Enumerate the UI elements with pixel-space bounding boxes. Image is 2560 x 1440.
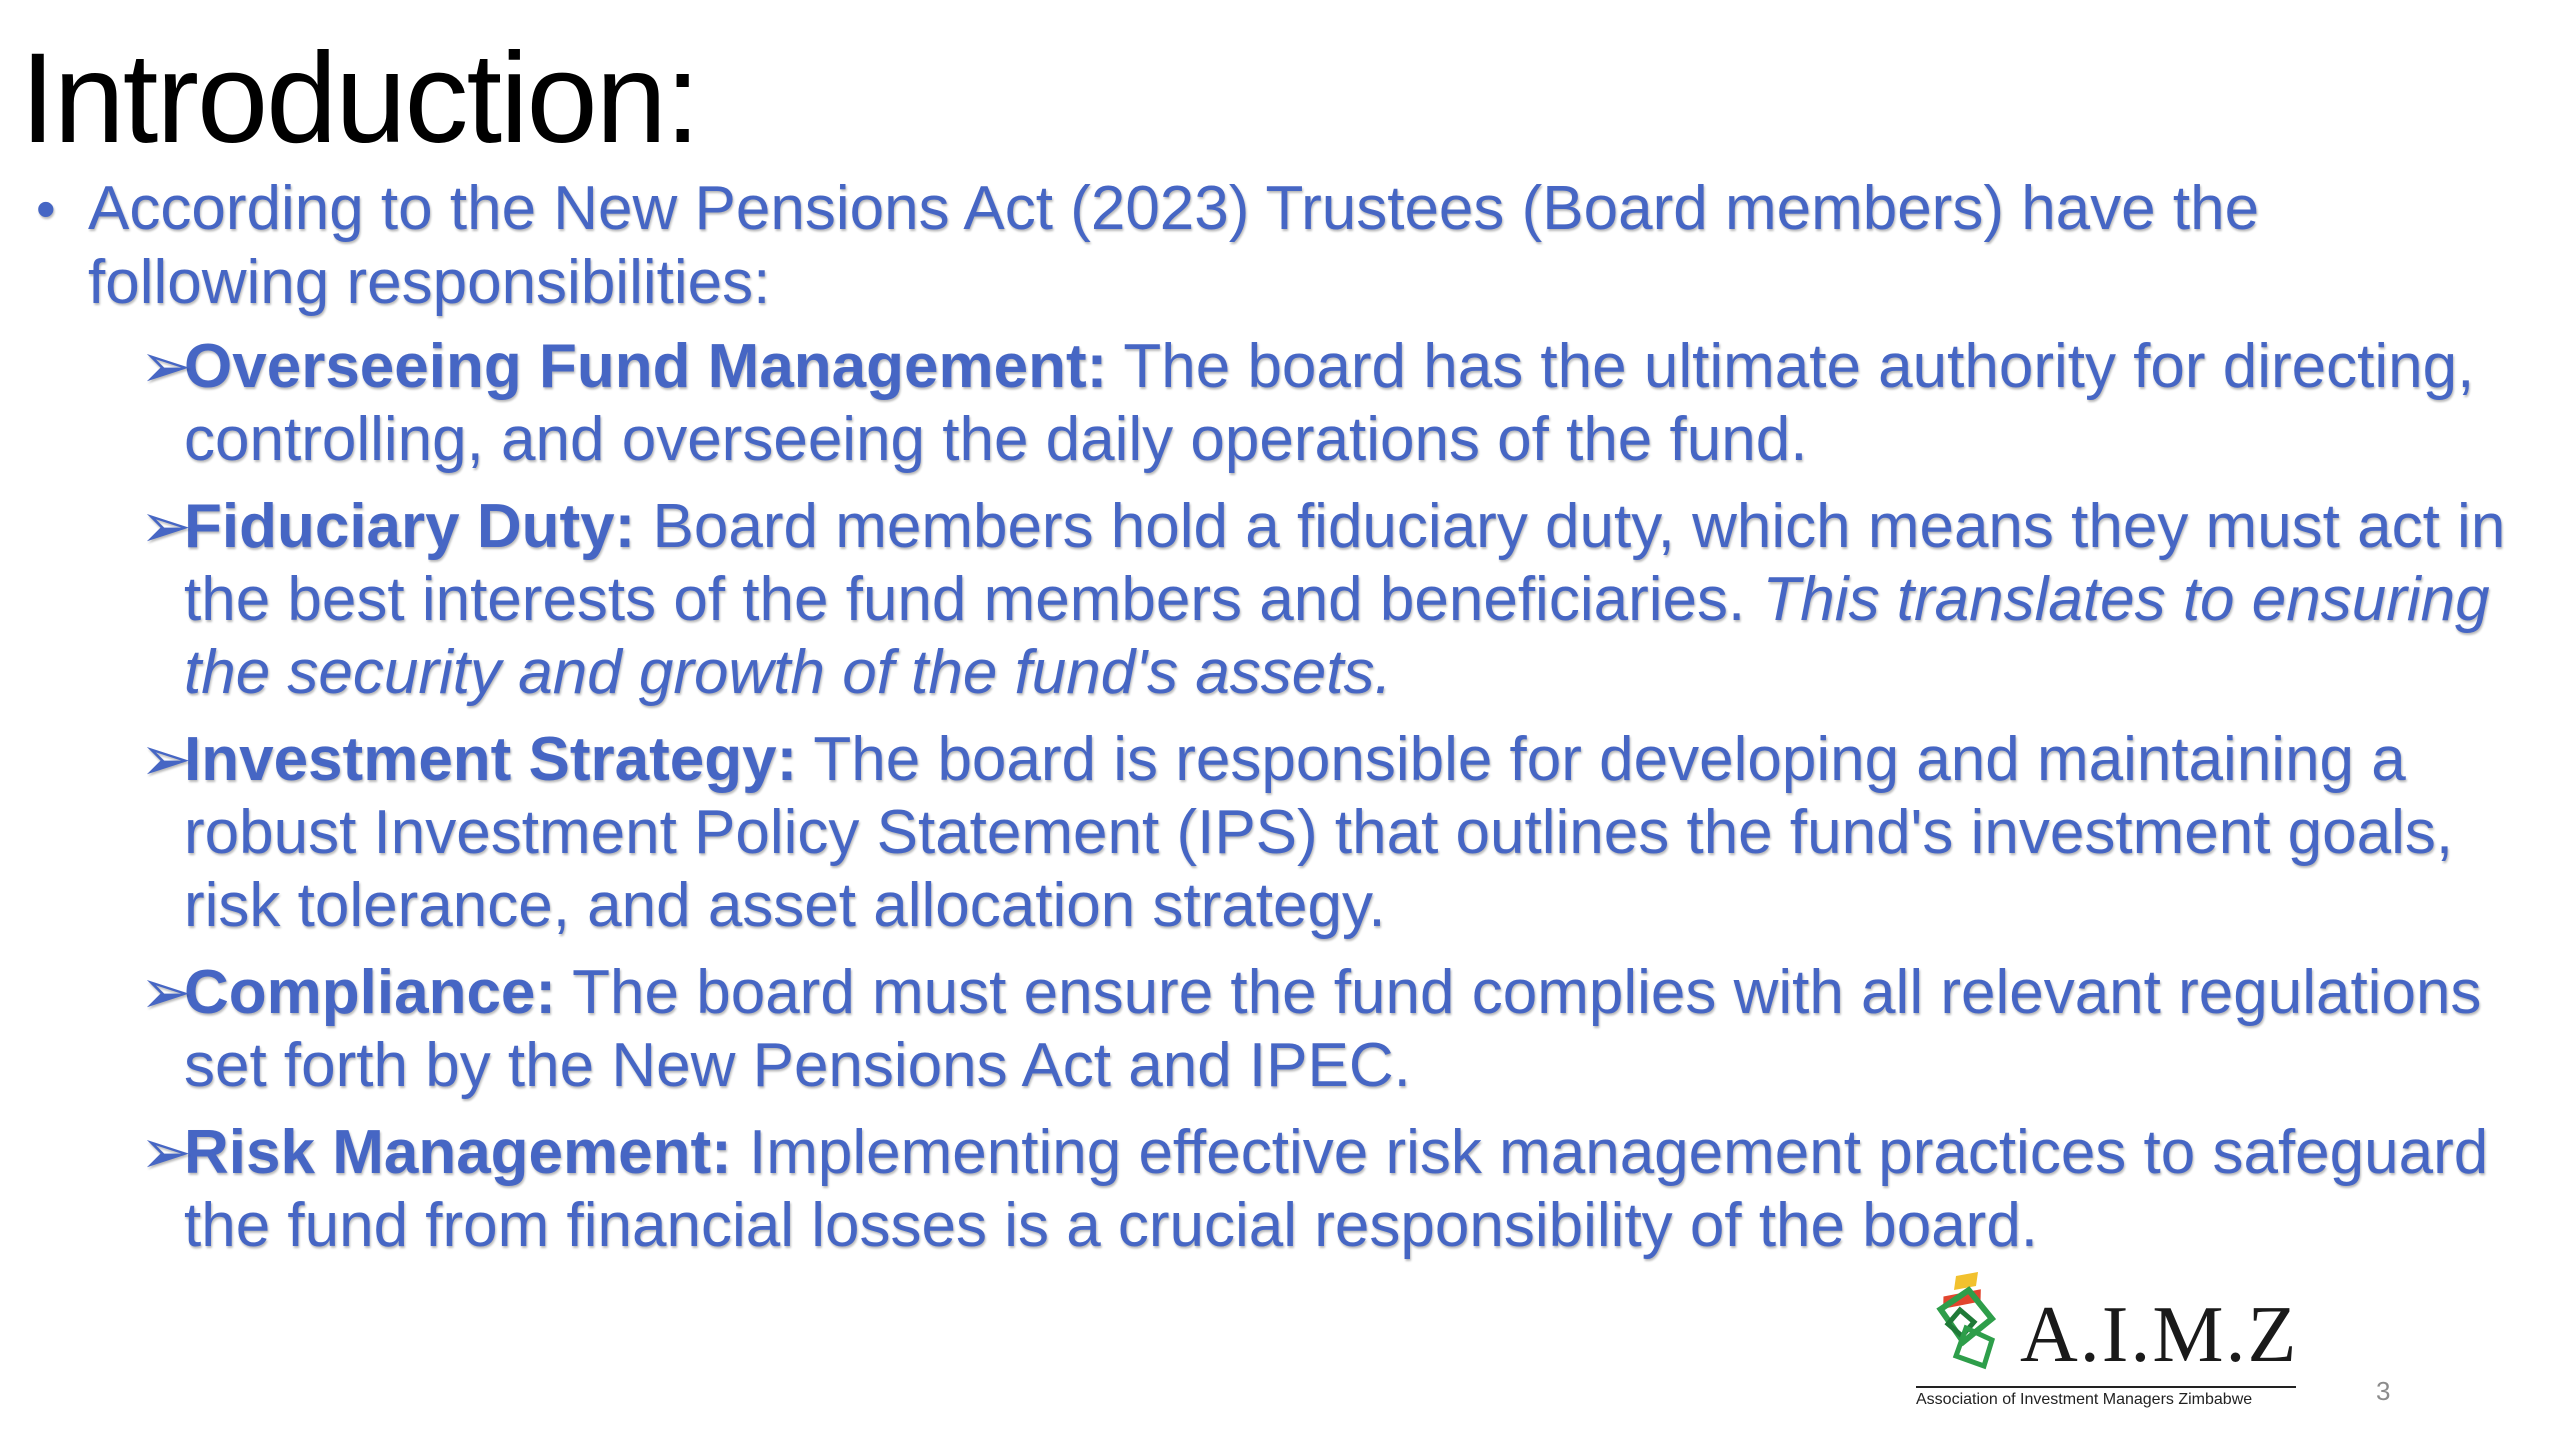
responsibility-item-fiduciary-duty	[140, 490, 2516, 709]
logo-name: A.I.M.Z	[2020, 1291, 2299, 1379]
responsibility-term: Risk Management:	[184, 1118, 732, 1187]
responsibility-term: Fiduciary Duty:	[184, 492, 636, 561]
slide-title: Introduction:	[20, 27, 699, 170]
responsibility-text: The board has the ultimate authority for directing, controlling, and overseeing the daily operations of the fund.	[184, 332, 2475, 474]
arrow-bullet-icon: ➢	[140, 1118, 192, 1187]
responsibility-item-compliance	[140, 956, 2516, 1102]
bullet-icon: •	[36, 177, 56, 240]
arrow-bullet-icon: ➢	[140, 958, 192, 1027]
arrow-bullet-icon: ➢	[140, 332, 192, 401]
responsibility-emphasis: This translates to ensuring the security and growth of the fund's assets.	[184, 565, 2490, 707]
responsibility-text: Board members hold a fiduciary duty, which means they must act in the best interests of the fund members and beneficiaries.	[184, 492, 2506, 634]
responsibility-term: Compliance:	[184, 958, 557, 1027]
page-number: 3	[2376, 1376, 2391, 1406]
intro-bullet	[36, 172, 2516, 320]
logo-divider	[1916, 1386, 2296, 1388]
responsibility-text: Implementing effective risk management practices to safeguard the fund from financial losses is a crucial responsibility of the board.	[184, 1118, 2489, 1260]
logo-subtitle: Association of Investment Managers Zimbabwe	[1916, 1391, 2253, 1408]
arrow-bullet-icon: ➢	[140, 492, 192, 561]
responsibility-item-investment-strategy	[140, 723, 2516, 942]
aimz-logo-icon	[1926, 1270, 2012, 1380]
responsibility-term: Overseeing Fund Management:	[184, 332, 1108, 401]
responsibility-term: Investment Strategy:	[184, 725, 798, 794]
responsibility-item-fund-management	[140, 330, 2516, 476]
aimz-logo	[1916, 1262, 2306, 1412]
responsibility-text: The board is responsible for developing and maintaining a robust Investment Policy Statement (IPS) that outlines the fund's investment goals, risk tolerance, and asset allocation strategy.	[184, 725, 2454, 940]
slide-body	[36, 172, 2516, 1276]
responsibility-text: The board must ensure the fund complies with all relevant regulations set forth by the New Pensions Act and IPEC.	[184, 958, 2482, 1100]
intro-text: According to the New Pensions Act (2023) Trustees (Board members) have the following responsibilities:	[88, 174, 2260, 317]
arrow-bullet-icon: ➢	[140, 725, 192, 794]
responsibility-item-risk-management	[140, 1116, 2516, 1262]
